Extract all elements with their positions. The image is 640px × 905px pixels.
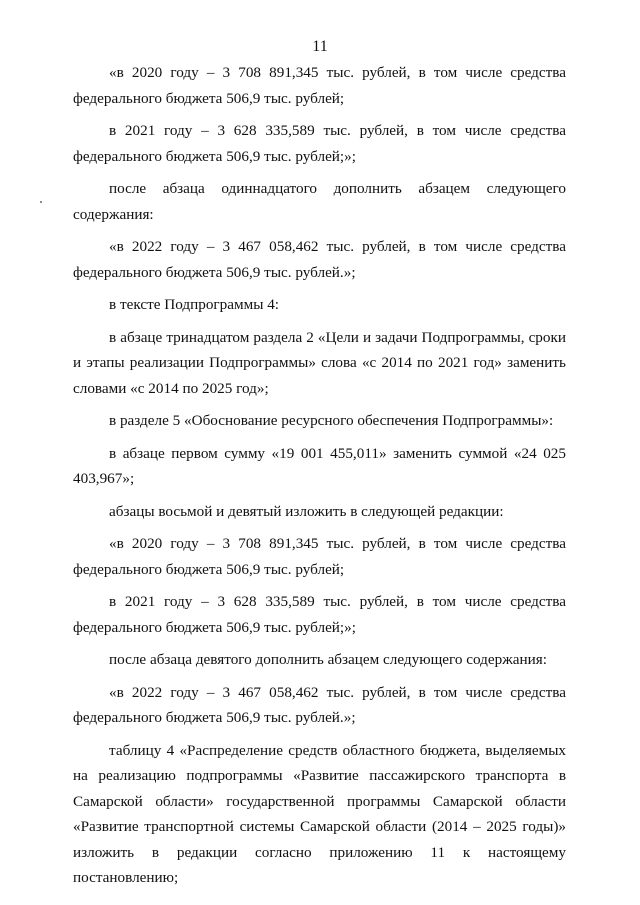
- paragraph: «в 2020 году – 3 708 891,345 тыс. рублей, в том числе средства федерального бюджета 506,9 тыс. рублей;: [73, 535, 566, 578]
- paragraph: в абзаце первом сумму «19 001 455,011» заменить суммой «24 025 403,967»;: [73, 444, 566, 487]
- scan-speck: [40, 201, 42, 203]
- paragraph: «в 2022 году – 3 467 058,462 тыс. рублей, в том числе средства федерального бюджета 506,9 тыс. рублей.»;: [73, 683, 566, 726]
- paragraph: в абзаце тринадцатом раздела 2 «Цели и задачи Подпрограммы, сроки и этапы реализации Подпрограммы» слова «с 2014 по 2021 год» заменить словами «с 2014 по 2025 год»;: [73, 328, 566, 397]
- paragraph: в тексте Подпрограммы 4:: [109, 296, 280, 313]
- paragraph: таблицу 4 «Распределение средств областного бюджета, выделяемых на реализацию подпрограммы «Развитие пассажирского транспорта в Самарской области» государственной программы Самарской области «Развитие транспортной системы Самарской области (2014 – 2025 годы)» изложить в редакции согласно приложению 11 к настоящему постановлению;: [73, 741, 566, 886]
- paragraph: после абзаца девятого дополнить абзацем следующего содержания:: [109, 651, 547, 668]
- paragraph: абзацы восьмой и девятый изложить в следующей редакции:: [109, 502, 504, 520]
- paragraph: в 2021 году – 3 628 335,589 тыс. рублей, в том числе средства федерального бюджета 506,9 тыс. рублей;»;: [73, 122, 566, 165]
- paragraph: в 2021 году – 3 628 335,589 тыс. рублей, в том числе средства федерального бюджета 506,9 тыс. рублей;»;: [73, 593, 566, 636]
- page-number: 11: [312, 38, 328, 55]
- paragraph: в разделе 5 «Обоснование ресурсного обеспечения Подпрограммы»:: [109, 412, 554, 429]
- paragraph: «в 2020 году – 3 708 891,345 тыс. рублей, в том числе средства федерального бюджета 506,9 тыс. рублей;: [73, 64, 566, 107]
- document-body: [73, 60, 566, 891]
- paragraph: «в 2022 году – 3 467 058,462 тыс. рублей, в том числе средства федерального бюджета 506,9 тыс. рублей.»;: [73, 238, 566, 281]
- paragraph: после абзаца одиннадцатого дополнить абзацем следующего содержания:: [73, 180, 566, 223]
